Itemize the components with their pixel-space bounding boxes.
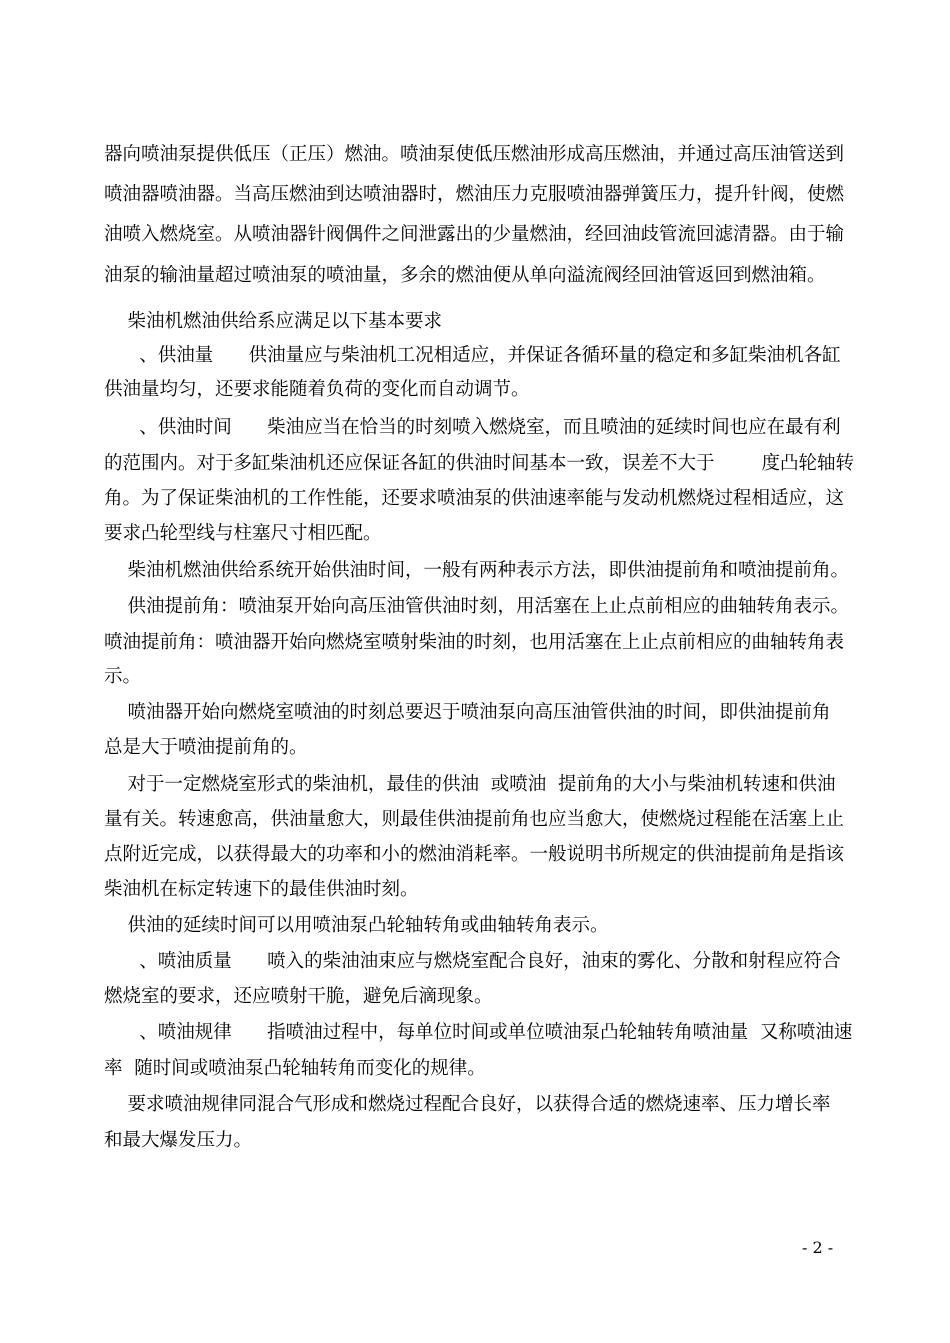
text-line: 供油的延续时间可以用喷油泵凸轮轴转角或曲轴转角表示。 — [104, 915, 609, 936]
text-line: 供油量均匀，还要求能随着负荷的变化而自动调节。 — [104, 379, 530, 400]
text-line: 的范围内。对于多缸柴油机还应保证各缸的供油时间基本一致，误差不大于 度凸轮轴转 — [104, 453, 855, 474]
text-line: 示。 — [104, 666, 142, 687]
text-line: 、供油时间 柴油应当在恰当的时刻喷入燃烧室，而且喷油的延续时间也应在最有利 — [104, 417, 841, 438]
text-line: 、喷油规律 指喷油过程中，每单位时间或单位喷油泵凸轮轴转角喷油量 又称喷油速 — [104, 1022, 853, 1043]
text-line: 对于一定燃烧室形式的柴油机，最佳的供油 或喷油 提前角的大小与柴油机转速和供油 — [104, 774, 836, 795]
text-line: 总是大于喷油提前角的。 — [104, 737, 308, 758]
text-line: 喷油器开始向燃烧室喷油的时刻总要迟于喷油泵向高压油管供油的时间，即供油提前角 — [104, 702, 831, 723]
text-line: 要求喷油规律同混合气形成和燃烧过程配合良好，以获得合适的燃烧速率、压力增长率 — [104, 1094, 831, 1115]
text-line: 燃烧室的要求，还应喷射干脆，避免后滴现象。 — [104, 986, 493, 1007]
text-line: 、喷油质量 喷入的柴油油束应与燃烧室配合良好，油束的雾化、分散和射程应符合 — [104, 951, 841, 972]
text-line: 油泵的输油量超过喷油泵的喷油量，多余的燃油便从单向溢流阀经回油管返回到燃油箱。 — [104, 265, 826, 286]
text-line: 率 随时间或喷油泵凸轮轴转角而变化的规律。 — [104, 1058, 486, 1079]
text-line: 和最大爆发压力。 — [104, 1130, 253, 1151]
text-line: 点附近完成，以获得最大的功率和小的燃油消耗率。一般说明书所规定的供油提前角是指该 — [104, 844, 845, 865]
text-line: 喷油器喷油器。当高压燃油到达喷油器时，燃油压力克服喷油器弹簧压力，提升针阀，使燃 — [104, 184, 845, 205]
text-line: 柴油机燃油供给系统开始供油时间，一般有两种表示方法，即供油提前角和喷油提前角。 — [104, 560, 850, 581]
text-line: 角。为了保证柴油机的工作性能，还要求喷油泵的供油速率能与发动机燃烧过程相适应，这 — [104, 488, 845, 509]
text-line: 、供油量 供油量应与柴油机工况相适应，并保证各循环量的稳定和多缸柴油机各缸 — [104, 345, 841, 366]
text-line: 喷油提前角：喷油器开始向燃烧室喷射柴油的时刻，也用活塞在上止点前相应的曲轴转角表 — [104, 632, 845, 653]
text-line: 量有关。转速愈高，供油量愈大，则最佳供油提前角也应当愈大，使燃烧过程能在活塞上止 — [104, 809, 845, 830]
text-line: 油喷入燃烧室。从喷油器针阀偶件之间泄露出的少量燃油，经回油歧管流回滤清器。由于输 — [104, 224, 845, 245]
text-line: 柴油机在标定转速下的最佳供油时刻。 — [104, 879, 419, 900]
text-line: 供油提前角：喷油泵开始向高压油管供油时刻，用活塞在上止点前相应的曲轴转角表示。 — [104, 596, 850, 617]
page-number: - 2 - — [802, 1238, 834, 1257]
text-line: 器向喷油泵提供低压（正压）燃油。喷油泵使低压燃油形成高压燃油，并通过高压油管送到 — [104, 144, 845, 165]
text-line: 柴油机燃油供给系应满足以下基本要求 — [104, 311, 443, 332]
text-line: 要求凸轮型线与柱塞尺寸相匹配。 — [104, 523, 382, 544]
